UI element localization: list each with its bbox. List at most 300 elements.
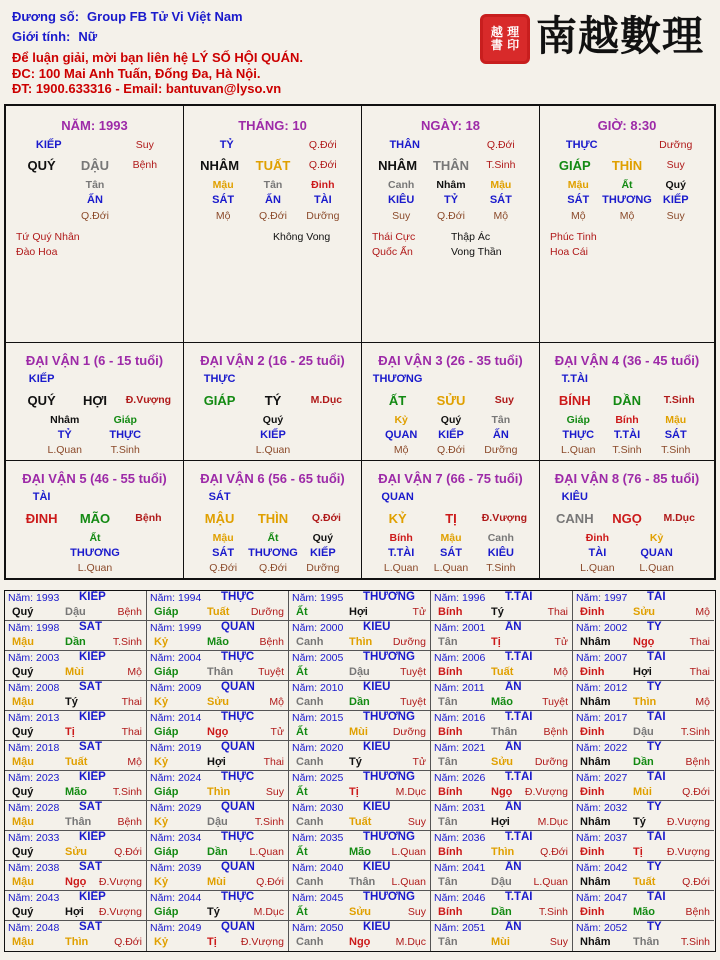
year-branch: Thìn — [349, 636, 373, 648]
year-branch: Thân — [207, 666, 234, 678]
year-god: THỰC — [221, 831, 255, 843]
year-stage: Bệnh — [117, 606, 142, 618]
year-cell — [5, 711, 147, 741]
year-stage: Đ.Vượng — [666, 846, 710, 858]
dai-van-branch: MÃO — [79, 511, 111, 526]
year-stem: Ất — [296, 846, 308, 858]
year-stage: Bệnh — [685, 906, 710, 918]
year-cell — [573, 711, 714, 741]
year-label: Năm: 2044 — [150, 892, 202, 904]
dai-van-stage: Bệnh — [135, 512, 162, 524]
dai-van-title: ĐẠI VẬN 3 (26 - 35 tuổi) — [378, 353, 523, 368]
year-stage: Mộ — [553, 666, 568, 678]
hidden-god: KIÊU — [388, 194, 415, 206]
year-stem: Canh — [296, 636, 324, 648]
year-branch: Sửu — [65, 846, 88, 858]
hidden-stage: Dưỡng — [484, 444, 518, 456]
year-god: SÁT — [79, 681, 102, 693]
pillar-title: THÁNG: 10 — [238, 118, 307, 133]
year-cell — [147, 921, 289, 951]
header-line — [12, 50, 303, 65]
shen-sha: Thập Ác — [451, 231, 491, 243]
hidden-god: THỰC — [109, 429, 142, 441]
hidden-god: TÀI — [313, 194, 332, 206]
year-branch: Mão — [349, 846, 371, 858]
hidden-stage: L.Quan — [561, 444, 596, 456]
year-stage: Q.Đới — [114, 936, 142, 948]
year-branch: Dậu — [633, 726, 654, 738]
year-label: Năm: 2006 — [434, 652, 486, 664]
year-branch: Thìn — [207, 786, 231, 798]
pillar-cell — [540, 106, 714, 343]
hidden-stem: Nhâm — [436, 179, 466, 191]
year-branch: Hợi — [633, 666, 652, 678]
year-branch: Hợi — [349, 606, 368, 618]
year-label: Năm: 2012 — [576, 682, 628, 694]
year-cell — [147, 861, 289, 891]
year-cell — [431, 651, 573, 681]
year-stem: Mậu — [12, 876, 34, 888]
hidden-stage: Q.Đới — [209, 562, 238, 574]
year-cell — [289, 681, 431, 711]
dai-van-stage: Suy — [494, 394, 515, 406]
year-god: THỰC — [221, 711, 255, 723]
hidden-stem: Quý — [440, 414, 462, 426]
year-stem: Kỷ — [154, 636, 169, 648]
hidden-stage: Mộ — [570, 210, 586, 222]
dai-van-title: ĐẠI VẬN 4 (36 - 45 tuổi) — [554, 353, 700, 368]
pillar-cell — [6, 106, 184, 343]
year-god: KIẾP — [79, 711, 106, 723]
year-branch: Dần — [633, 756, 654, 768]
hidden-stem: Bính — [615, 414, 639, 426]
year-stem: Ất — [296, 906, 308, 918]
hidden-stem: Giáp — [566, 414, 590, 426]
year-god: SÁT — [79, 801, 102, 813]
year-branch: Tuất — [633, 876, 656, 888]
year-stage: M.Dục — [537, 816, 568, 828]
year-label: Năm: 2043 — [8, 892, 60, 904]
hidden-god: KIẾP — [662, 194, 689, 206]
year-cell — [147, 891, 289, 921]
hidden-god: THƯƠNG — [602, 194, 652, 206]
header-line — [12, 81, 281, 96]
year-cell — [289, 771, 431, 801]
year-label: Năm: 2045 — [292, 892, 344, 904]
year-stage: Đ.Vượng — [98, 876, 142, 888]
hidden-stem: Tân — [263, 179, 283, 191]
year-god: QUAN — [221, 741, 255, 753]
year-stem: Quý — [12, 906, 34, 918]
year-stem: Tân — [438, 876, 458, 888]
year-cell — [147, 771, 289, 801]
year-cell — [5, 831, 147, 861]
year-god: THỰC — [221, 591, 255, 603]
year-god: TỶ — [647, 741, 662, 753]
year-label: Năm: 1994 — [150, 592, 202, 604]
header-line — [12, 9, 243, 24]
year-stage: Bệnh — [117, 816, 142, 828]
year-label: Năm: 2039 — [150, 862, 202, 874]
hidden-god: ẤN — [492, 429, 509, 441]
year-branch: Thìn — [633, 696, 657, 708]
year-god: SÁT — [79, 861, 102, 873]
year-stem: Đinh — [580, 906, 605, 918]
year-label: Năm: 2010 — [292, 682, 344, 694]
hidden-god: THƯƠNG — [248, 547, 298, 559]
year-god: ẤN — [505, 801, 522, 813]
year-stage: T.Sinh — [680, 936, 710, 948]
dai-van-title: ĐẠI VẬN 6 (56 - 65 tuổi) — [200, 471, 345, 486]
year-god: SÁT — [79, 921, 102, 933]
year-stem: Tân — [438, 756, 458, 768]
hidden-god: SÁT — [440, 547, 462, 559]
year-stem: Bính — [438, 906, 463, 918]
year-god: TỶ — [647, 621, 662, 633]
year-god: KIÊU — [363, 621, 391, 633]
year-stage: Mộ — [127, 756, 142, 768]
dai-van-stem: ẤT — [388, 393, 407, 408]
dai-van-stem: KỶ — [388, 511, 407, 526]
hidden-stage: Mộ — [619, 210, 635, 222]
year-label: Năm: 2011 — [434, 682, 485, 694]
year-label: Năm: 2002 — [576, 622, 628, 634]
heavenly-stem: QUÝ — [27, 158, 56, 173]
year-label: Năm: 2037 — [576, 832, 628, 844]
hidden-stem: Quý — [262, 414, 284, 426]
year-stem: Ất — [296, 666, 308, 678]
year-god: ẤN — [505, 861, 522, 873]
pillar-title: NĂM: 1993 — [61, 118, 128, 133]
year-stage: T.Sinh — [112, 636, 142, 648]
year-branch: Tuất — [65, 756, 88, 768]
year-stem: Tân — [438, 636, 458, 648]
hidden-stage: T.Sinh — [486, 562, 516, 574]
year-branch: Thân — [633, 936, 660, 948]
year-god: KIẾP — [79, 591, 106, 603]
year-branch: Thìn — [65, 936, 89, 948]
year-cell — [573, 831, 714, 861]
earthly-branch: DẬU — [80, 158, 110, 173]
year-stem: Mậu — [12, 816, 34, 828]
year-label: Năm: 1996 — [434, 592, 486, 604]
hidden-stem: Tân — [85, 179, 105, 191]
year-god: THƯƠNG — [363, 711, 415, 723]
year-stage: Dưỡng — [250, 606, 284, 618]
dai-van-branch: DẦN — [612, 393, 642, 408]
year-branch: Mão — [207, 636, 229, 648]
year-cell — [5, 861, 147, 891]
year-branch: Tị — [65, 726, 75, 738]
year-cell — [5, 651, 147, 681]
year-god: KIẾP — [79, 771, 106, 783]
year-label: Năm: 2052 — [576, 922, 628, 934]
year-stem: Bính — [438, 846, 463, 858]
year-label: Năm: 2033 — [8, 832, 60, 844]
year-god: TÀI — [647, 831, 666, 843]
year-cell — [431, 861, 573, 891]
year-label: Năm: 2016 — [434, 712, 486, 724]
year-cell — [289, 621, 431, 651]
year-stage: Đ.Vượng — [666, 816, 710, 828]
header-line — [12, 29, 97, 44]
dai-van-branch: TÝ — [264, 393, 282, 408]
year-god: THƯƠNG — [363, 591, 415, 603]
year-branch: Dậu — [491, 876, 512, 888]
year-stem: Đinh — [580, 666, 605, 678]
year-stage: Q.Đới — [682, 876, 710, 888]
hidden-stem: Kỷ — [394, 414, 408, 426]
year-god: ẤN — [505, 921, 522, 933]
dai-van-branch: HỢI — [82, 393, 108, 408]
year-stem: Đinh — [580, 726, 605, 738]
year-branch: Sửu — [349, 906, 372, 918]
pillar-cell — [362, 106, 540, 343]
year-cell — [5, 891, 147, 921]
hidden-stage: L.Quan — [47, 444, 82, 456]
year-label: Năm: 2024 — [150, 772, 202, 784]
pillar-grid — [4, 104, 716, 580]
year-stem: Nhâm — [580, 636, 611, 648]
dai-van-title: ĐẠI VẬN 2 (16 - 25 tuổi) — [200, 353, 345, 368]
year-branch: Tý — [207, 906, 220, 918]
year-stage: Tử — [412, 606, 426, 618]
year-label: Năm: 2001 — [434, 622, 486, 634]
hidden-god: KIẾP — [438, 429, 464, 441]
year-branch: Ngọ — [633, 636, 655, 648]
dai-van-stem: GIÁP — [203, 393, 236, 408]
year-god: THỰC — [221, 651, 255, 663]
dai-van-god: QUAN — [381, 491, 414, 503]
year-branch: Mão — [491, 696, 513, 708]
year-branch: Tý — [633, 816, 646, 828]
year-stage: Q.Đới — [682, 786, 710, 798]
hidden-stage: Q.Đới — [259, 210, 287, 222]
year-branch: Thân — [65, 816, 92, 828]
year-cell — [147, 831, 289, 861]
year-god: TÀI — [647, 591, 666, 603]
pillar-title: NGÀY: 18 — [421, 118, 480, 133]
dai-van-title: ĐẠI VẬN 1 (6 - 15 tuổi) — [25, 353, 164, 368]
year-stage: Thai — [263, 756, 284, 768]
year-branch: Mão — [633, 906, 655, 918]
header-value: Để luận giải, mời bạn liên hệ LÝ SỐ HỘI QUÁN. — [12, 50, 303, 65]
hidden-stage: L.Quan — [383, 562, 419, 574]
year-cell — [573, 801, 714, 831]
year-stem: Canh — [296, 816, 324, 828]
year-cell — [573, 861, 714, 891]
year-stem: Nhâm — [580, 936, 611, 948]
branch-stage: Q.Đới — [308, 159, 337, 171]
year-cell — [431, 771, 573, 801]
earthly-branch: THÌN — [611, 158, 643, 173]
year-god: THƯƠNG — [363, 831, 415, 843]
year-cell — [431, 591, 573, 621]
year-label: Năm: 2004 — [150, 652, 202, 664]
year-cell — [431, 921, 573, 951]
year-cell — [5, 681, 147, 711]
year-branch: Tuất — [207, 606, 230, 618]
year-label: Năm: 2007 — [576, 652, 628, 664]
year-god: KIÊU — [363, 741, 391, 753]
dai-van-stage: M.Dục — [663, 512, 695, 524]
dai-van-stem: MẬU — [204, 511, 235, 526]
year-label: Năm: 2047 — [576, 892, 628, 904]
dai-van-title: ĐẠI VẬN 8 (76 - 85 tuổi) — [554, 471, 700, 486]
year-god: QUAN — [221, 861, 255, 873]
hidden-stage: Suy — [392, 210, 411, 222]
year-label: Năm: 2032 — [576, 802, 628, 814]
year-god: TỶ — [647, 681, 662, 693]
hidden-god: SÁT — [664, 429, 687, 441]
year-label: Năm: 2023 — [8, 772, 60, 784]
year-branch: Mùi — [65, 666, 84, 678]
year-god: ẤN — [505, 681, 522, 693]
year-label: Năm: 1999 — [150, 622, 202, 634]
year-branch: Dậu — [349, 666, 370, 678]
year-grid — [4, 590, 716, 952]
dai-van-cell — [6, 461, 184, 578]
hidden-god: QUAN — [384, 429, 418, 441]
heavenly-stem: NHÂM — [378, 158, 418, 173]
year-branch: Tị — [207, 936, 217, 948]
year-stem: Bính — [438, 726, 463, 738]
year-stage: T.Sinh — [254, 816, 284, 828]
earthly-branch: THÂN — [432, 158, 470, 173]
year-god: ẤN — [505, 621, 522, 633]
year-cell — [431, 801, 573, 831]
hidden-stage: Q.Đới — [437, 210, 465, 222]
hidden-stage: L.Quan — [639, 562, 674, 574]
year-cell — [147, 711, 289, 741]
dai-van-stage: Q.Đới — [311, 512, 341, 524]
dai-van-stage: Đ.Vượng — [481, 512, 528, 524]
year-label: Năm: 2013 — [8, 712, 60, 724]
header-label: Giới tính: — [12, 29, 71, 44]
year-branch: Mùi — [207, 876, 226, 888]
year-stage: Q.Đới — [114, 846, 142, 858]
year-stage: Đ.Vượng — [240, 936, 284, 948]
hidden-god: SÁT — [212, 547, 235, 559]
year-cell — [573, 891, 714, 921]
year-stage: M.Dục — [253, 906, 284, 918]
year-branch: Mùi — [491, 936, 510, 948]
dai-van-stem: QUÝ — [27, 393, 56, 408]
hidden-god: TỶ — [57, 429, 72, 441]
year-stage: Bệnh — [543, 726, 568, 738]
year-god: THƯƠNG — [363, 771, 415, 783]
year-branch: Thân — [491, 726, 518, 738]
year-stem: Kỷ — [154, 936, 169, 948]
dai-van-cell — [362, 461, 540, 578]
year-god: TỶ — [647, 861, 662, 873]
year-cell — [289, 711, 431, 741]
year-label: Năm: 2046 — [434, 892, 486, 904]
year-branch: Hợi — [65, 906, 84, 918]
shen-sha: Tứ Quý Nhân — [16, 231, 80, 243]
year-cell — [147, 801, 289, 831]
year-label: Năm: 2018 — [8, 742, 60, 754]
year-stage: Suy — [407, 816, 426, 828]
year-stem: Nhâm — [580, 816, 611, 828]
year-stem: Ất — [296, 606, 308, 618]
year-stage: L.Quan — [391, 846, 426, 858]
year-label: Năm: 2048 — [8, 922, 60, 934]
year-branch: Ngọ — [349, 936, 371, 948]
year-cell — [289, 651, 431, 681]
year-cell — [5, 771, 147, 801]
earthly-branch: TUẤT — [255, 158, 291, 173]
year-cell — [5, 921, 147, 951]
year-god: KIÊU — [363, 861, 391, 873]
year-stem: Canh — [296, 696, 324, 708]
year-branch: Mão — [65, 786, 87, 798]
year-stem: Quý — [12, 666, 34, 678]
year-god: T.TÀI — [505, 651, 533, 663]
shen-sha: Quốc Ấn — [372, 246, 413, 258]
year-god: KIÊU — [363, 921, 391, 933]
year-stem: Bính — [438, 606, 463, 618]
year-branch: Dần — [65, 636, 86, 648]
year-god: TỶ — [647, 921, 662, 933]
year-stem: Kỷ — [154, 756, 169, 768]
hidden-god: SÁT — [567, 194, 590, 206]
year-stage: T.Sinh — [680, 726, 710, 738]
hidden-god: T.TÀI — [388, 547, 415, 559]
hidden-god: SÁT — [489, 194, 512, 206]
year-cell — [431, 621, 573, 651]
year-cell — [289, 861, 431, 891]
year-stem: Nhâm — [580, 696, 611, 708]
year-branch: Tuất — [491, 666, 514, 678]
hidden-stage: Q.Đới — [259, 562, 287, 574]
year-stem: Canh — [296, 876, 324, 888]
year-branch: Sửu — [491, 756, 514, 768]
hidden-stage: Q.Đới — [81, 210, 109, 222]
year-label: Năm: 1997 — [576, 592, 628, 604]
year-label: Năm: 2040 — [292, 862, 344, 874]
hidden-stem: Ất — [621, 179, 633, 191]
hidden-god: KIÊU — [487, 547, 514, 559]
hidden-stage: L.Quan — [580, 562, 615, 574]
year-branch: Mùi — [349, 726, 368, 738]
year-cell — [147, 591, 289, 621]
year-stage: Thai — [689, 666, 710, 678]
year-branch: Sửu — [207, 696, 230, 708]
dai-van-title: ĐẠI VẬN 7 (66 - 75 tuổi) — [378, 471, 523, 486]
year-cell — [147, 621, 289, 651]
year-god: SÁT — [79, 621, 102, 633]
hidden-god: THƯƠNG — [70, 547, 120, 559]
hidden-stage: Dưỡng — [306, 562, 340, 574]
pillar-stage: Q.Đới — [308, 139, 337, 151]
year-stage: M.Dục — [395, 786, 426, 798]
year-label: Năm: 2015 — [292, 712, 344, 724]
branch-stage: Suy — [666, 159, 685, 171]
year-cell — [573, 651, 714, 681]
year-stem: Quý — [12, 726, 34, 738]
year-stage: Tử — [412, 756, 426, 768]
year-stem: Mậu — [12, 636, 34, 648]
year-branch: Ngọ — [65, 876, 87, 888]
year-cell — [289, 921, 431, 951]
shen-sha: Hoa Cái — [550, 246, 588, 258]
year-label: Năm: 2017 — [576, 712, 628, 724]
year-stem: Bính — [438, 786, 463, 798]
year-label: Năm: 1998 — [8, 622, 60, 634]
year-stage: Tử — [270, 726, 284, 738]
year-stem: Tân — [438, 696, 458, 708]
